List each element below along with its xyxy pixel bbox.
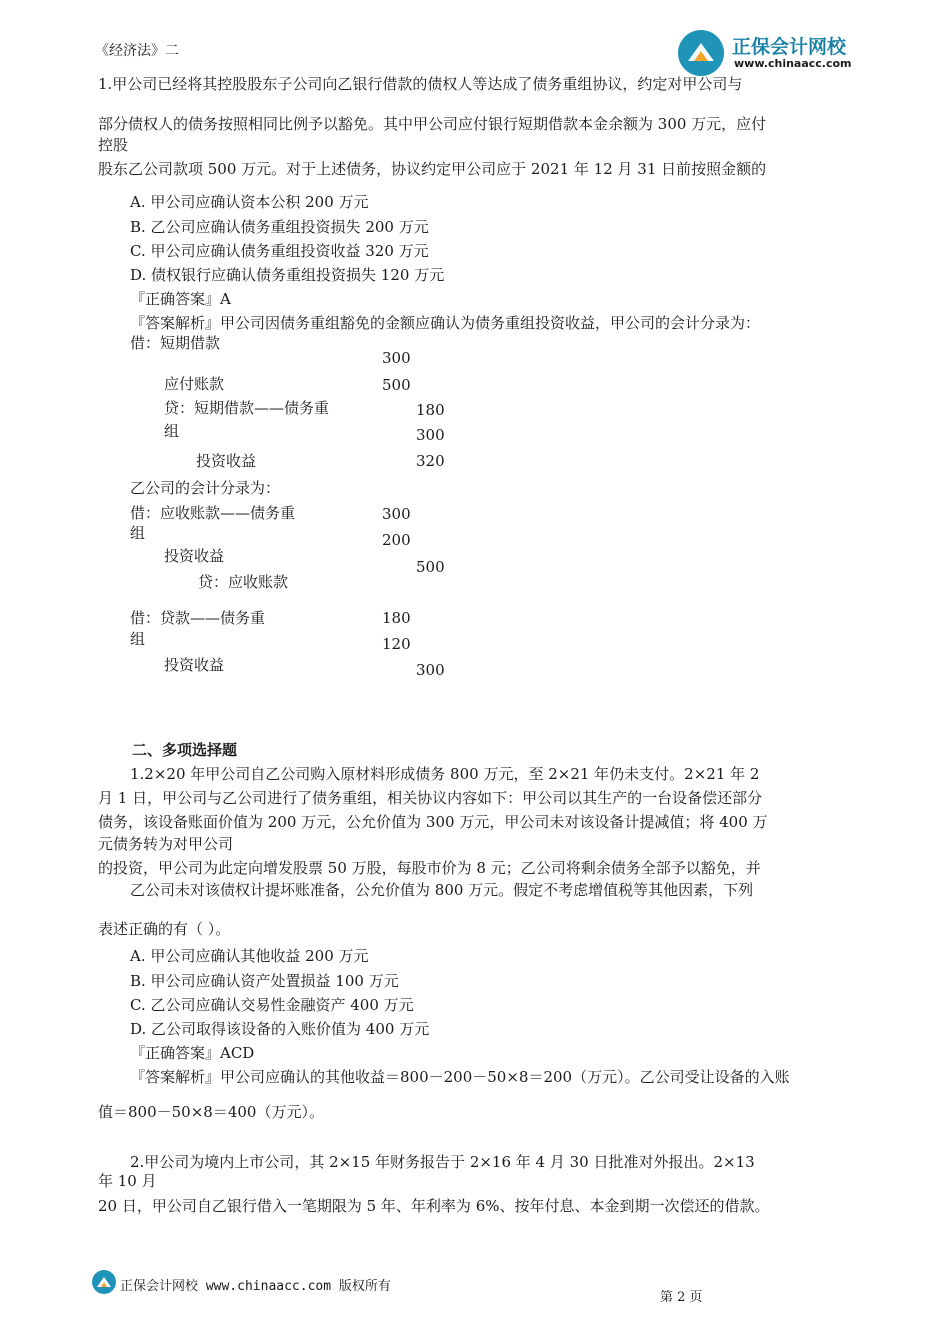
q1-line2: 月 1 日，甲公司与乙公司进行了债务重组，相关协议内容如下：甲公司以其生产的一台设备偿还部分 (98, 789, 763, 807)
entry-yi-b-amount1: 180 (382, 609, 411, 627)
q2-line3: 20 日，甲公司自乙银行借入一笔期限为 5 年、年利率为 6%、按年付息、本金到期一次偿还的借款。 (98, 1197, 770, 1215)
brand-url: www.chinaacc.com (734, 57, 852, 70)
q1-option-d: D. 乙公司取得该设备的入账价值为 400 万元 (130, 1020, 430, 1038)
q-top-line3: 控股 (98, 136, 129, 154)
entry-jia-line5-label: 投资收益 (196, 452, 257, 470)
entry-yi-b-amount2: 120 (382, 635, 411, 653)
q1-line1: 1.2×20 年甲公司自乙公司购入原材料形成债务 800 万元，至 2×21 年仍未支付。2×21 年 2 (130, 765, 760, 783)
entry-yi-a-label: 借：应收账款——债务重 (130, 504, 296, 522)
q1-analysis-line1: 『答案解析』甲公司应确认的其他收益＝800－200－50×8＝200（万元）。乙公司受让设备的入账 (130, 1068, 790, 1086)
entry-yi-a-cont: 组 (130, 524, 146, 542)
footer-copyright: 正保会计网校 www.chinaacc.com 版权所有 (120, 1279, 391, 1294)
q1-line3: 债务，该设备账面价值为 200 万元，公允价值为 300 万元，甲公司未对该设备计提减值；将 400 万 (98, 813, 768, 831)
header-fragment: 《经济法》二 (95, 43, 179, 59)
q-top-line2: 部分债权人的债务按照相同比例予以豁免。其中甲公司应付银行短期借款本金余额为 300 万元，应付 (98, 115, 767, 133)
entry-jia-line4-amount: 300 (416, 426, 445, 444)
entry-yi-b-label: 借：贷款——债务重 (130, 609, 266, 627)
q-top-line4: 股东乙公司款项 500 万元。对于上述债务，协议约定甲公司应于 2021 年 12 月 31 日前按照金额的 (98, 160, 767, 178)
q-top-option-c: C. 甲公司应确认债务重组投资收益 320 万元 (130, 242, 429, 260)
section-title: 二、多项选择题 (132, 741, 238, 759)
entry-yi-b-amount3: 300 (416, 661, 445, 679)
entry-jia-line3-label: 贷：短期借款——债务重 (164, 399, 330, 417)
q-top-answer: 『正确答案』A (130, 290, 231, 308)
entry-jia-line2-amount: 500 (382, 376, 411, 394)
q-top-option-a: A. 甲公司应确认资本公积 200 万元 (130, 193, 369, 211)
entry-yi-b-sub: 投资收益 (164, 656, 225, 674)
q1-line6: 乙公司未对该债权计提坏账准备，公允价值为 800 万元。假定不考虑增值税等其他因素，下列 (130, 881, 754, 899)
q1-answer: 『正确答案』ACD (130, 1044, 255, 1062)
entry-yi-a-amount3: 500 (416, 558, 445, 576)
logo-icon (678, 30, 724, 76)
footer-page: 第 2 页 (660, 1290, 703, 1305)
brand-name: 正保会计网校 (732, 36, 847, 58)
q1-line7: 表述正确的有（ ）。 (98, 920, 231, 938)
q-top-analysis: 『答案解析』甲公司因债务重组豁免的金额应确认为债务重组投资收益，甲公司的会计分录为： (130, 314, 761, 332)
entry-yi-a-credit: 贷：应收账款 (198, 573, 289, 591)
entry-yi-b-cont: 组 (130, 630, 146, 648)
q1-analysis-line2: 值＝800－50×8＝400（万元）。 (98, 1103, 324, 1121)
entry-jia-line3-amount: 180 (416, 401, 445, 419)
entry-jia-line3-cont: 组 (164, 422, 180, 440)
q1-option-a: A. 甲公司应确认其他收益 200 万元 (130, 947, 369, 965)
q1-line4: 元债务转为对甲公司 (98, 835, 234, 853)
q2-line2: 年 10 月 (98, 1172, 157, 1190)
footer-logo-icon (92, 1270, 116, 1294)
q-top-option-b: B. 乙公司应确认债务重组投资损失 200 万元 (130, 218, 429, 236)
q-top-option-d: D. 债权银行应确认债务重组投资损失 120 万元 (130, 266, 445, 284)
entry-yi-intro: 乙公司的会计分录为： (130, 479, 281, 497)
entry-yi-a-amount1: 300 (382, 505, 411, 523)
q1-option-c: C. 乙公司应确认交易性金融资产 400 万元 (130, 996, 414, 1014)
entry-jia-line2-label: 应付账款 (164, 375, 225, 393)
q1-option-b: B. 甲公司应确认资产处置损益 100 万元 (130, 972, 399, 990)
q2-line1: 2.甲公司为境内上市公司，其 2×15 年财务报告于 2×16 年 4 月 30 日批准对外报出。2×13 (130, 1153, 755, 1171)
entry-jia-line1-amount: 300 (382, 349, 411, 367)
q1-line5: 的投资，甲公司为此定向增发股票 50 万股，每股市价为 8 元；乙公司将剩余债务全部予以豁免，并 (98, 859, 761, 877)
q-top-line1: 1.甲公司已经将其控股股东子公司向乙银行借款的债权人等达成了债务重组协议，约定对甲公司与 (98, 75, 743, 93)
entry-yi-a-amount2: 200 (382, 531, 411, 549)
entry-jia-line1-label: 借：短期借款 (130, 334, 221, 352)
brand-logo (678, 30, 868, 76)
entry-yi-a-sub: 投资收益 (164, 547, 225, 565)
entry-jia-line5-amount: 320 (416, 452, 445, 470)
